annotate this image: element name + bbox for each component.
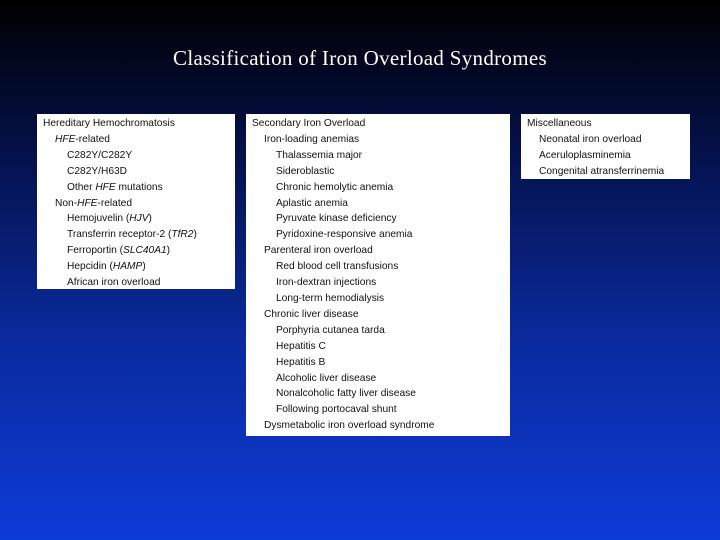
slide-title: Classification of Iron Overload Syndromes (173, 46, 547, 70)
item-text: Pyridoxine-responsive anemia (276, 229, 413, 241)
list-item (43, 227, 229, 243)
gene-name: HJV (129, 213, 149, 225)
item-text: Red blood cell transfusions (276, 261, 399, 273)
item-text: Thalassemia major (276, 149, 363, 161)
gene-name: HFE (55, 133, 76, 145)
secondary-iron-overload-box (246, 114, 510, 436)
item-text: Porphyria cutanea tarda (276, 324, 385, 336)
miscellaneous-box (521, 114, 690, 179)
item-text: Sideroblastic (276, 165, 335, 177)
item-text: C282Y/C282Y (67, 149, 133, 161)
item-text: Hemojuvelin ( (67, 213, 130, 225)
list-item (252, 259, 504, 275)
gene-name: TfR2 (171, 229, 194, 241)
item-text: Congenital atransferrinemia (539, 165, 665, 177)
list-item (527, 148, 684, 164)
list-item (527, 164, 684, 179)
list-item (252, 307, 504, 323)
list-item (43, 196, 229, 212)
list-item (527, 132, 684, 148)
item-text: Hereditary Hemochromatosis (43, 118, 175, 129)
item-text: Non- (55, 197, 78, 209)
list-item (252, 291, 504, 307)
section-heading (43, 116, 229, 132)
item-text: Chronic liver disease (264, 308, 359, 320)
item-text: Neonatal iron overload (539, 133, 642, 145)
list-item (43, 243, 229, 259)
gene-name: HFE (95, 181, 116, 193)
list-item (43, 211, 229, 227)
list-item (252, 323, 504, 339)
list-item (252, 196, 504, 212)
section-heading (252, 116, 504, 132)
list-item (43, 148, 229, 164)
item-text: Iron-dextran injections (276, 277, 377, 289)
section-heading (527, 116, 684, 132)
item-text: C282Y/H63D (67, 165, 128, 177)
hereditary-hemochromatosis-box (37, 114, 235, 289)
item-text: Chronic hemolytic anemia (276, 181, 394, 193)
item-text: Transferrin receptor-2 ( (67, 229, 172, 241)
item-text: Hepatitis B (276, 356, 326, 368)
gene-name: SLC40A1 (123, 245, 167, 257)
item-text: ) (148, 213, 152, 225)
gene-name: HAMP (112, 261, 143, 273)
list-item (252, 386, 504, 402)
item-text: Aplastic anemia (276, 197, 348, 209)
item-text: Hepcidin ( (67, 261, 113, 273)
item-text: Long-term hemodialysis (276, 292, 385, 304)
item-text: Pyruvate kinase deficiency (276, 213, 397, 225)
list-item (252, 164, 504, 180)
item-text: Parenteral iron overload (264, 245, 373, 257)
item-text: Following portocaval shunt (276, 404, 397, 416)
list-item (252, 418, 504, 434)
list-item (43, 132, 229, 148)
item-text: -related (75, 133, 110, 145)
item-text: Nonalcoholic fatty liver disease (276, 388, 416, 400)
list-item (43, 259, 229, 275)
item-text: Secondary Iron Overload (252, 118, 366, 129)
item-text: ) (166, 245, 171, 257)
item-text: -related (97, 197, 133, 209)
item-text: Iron-loading anemias (264, 133, 360, 145)
list-item (43, 275, 229, 289)
item-text: ) (193, 229, 197, 241)
list-item (252, 371, 504, 387)
item-text: African iron overload (67, 277, 161, 289)
list-item (252, 355, 504, 371)
item-text: Other (67, 181, 96, 193)
list-item (252, 275, 504, 291)
item-text: Alcoholic liver disease (276, 372, 377, 384)
list-item (252, 402, 504, 418)
gene-name: HFE (77, 197, 98, 209)
list-item (252, 180, 504, 196)
item-text: ) (142, 261, 146, 273)
list-item (252, 227, 504, 243)
list-item (252, 243, 504, 259)
list-item (252, 132, 504, 148)
list-item (252, 211, 504, 227)
item-text: Miscellaneous (527, 118, 592, 129)
item-text: Hepatitis C (276, 340, 326, 352)
list-item (252, 148, 504, 164)
list-item (43, 164, 229, 180)
list-item (43, 180, 229, 196)
list-item (252, 339, 504, 355)
item-text: mutations (115, 181, 163, 193)
item-text: Ferroportin ( (67, 245, 124, 257)
item-text: Aceruloplasminemia (539, 149, 631, 161)
item-text: Dysmetabolic iron overload syndrome (264, 420, 435, 432)
